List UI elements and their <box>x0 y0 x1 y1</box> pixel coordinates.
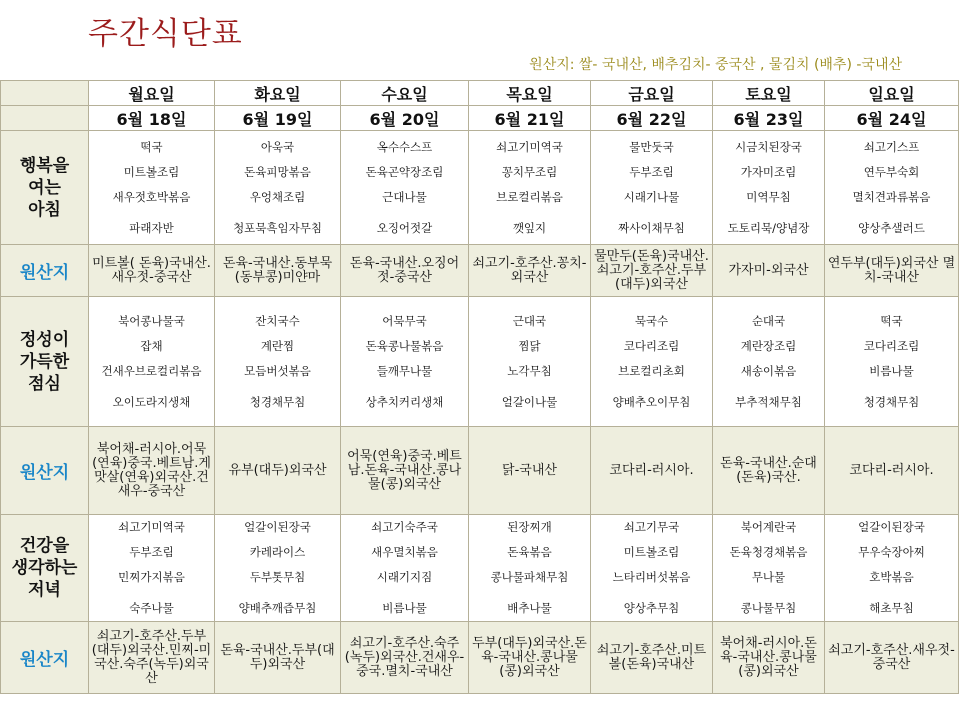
menu-cell <box>341 297 469 427</box>
origin-cell: 연두부(대두)외국산 멸치-국내산 <box>825 245 959 297</box>
origin-row <box>1 427 959 515</box>
menu-cell <box>215 297 341 427</box>
origin-cell: 어묵(연육)중국.베트남.돈육-국내산.콩나물(콩)외국산 <box>341 427 469 515</box>
dish-item: 청포묵흑임자무침 <box>233 220 322 235</box>
dish-item: 배추나물 <box>507 601 552 615</box>
dish-item: 잡채 <box>140 338 163 353</box>
dish-item: 잔치국수 <box>255 313 300 328</box>
day-header: 목요일 <box>469 81 591 106</box>
dish-item: 얼갈이나물 <box>501 394 558 409</box>
menu-cell <box>469 515 591 622</box>
origin-cell: 북어채-러시아.어묵(연육)중국.베트남.게맛살(연육)외국산.건새우-중국산 <box>89 427 215 515</box>
meal-label-line: 가득한 <box>19 351 70 372</box>
meal-label <box>1 515 89 622</box>
dish-item: 청경채무침 <box>249 394 306 409</box>
dish-item: 콩나물무침 <box>740 601 797 615</box>
origin-row <box>1 245 959 297</box>
dish-item: 돈육청경채볶음 <box>729 545 808 559</box>
dish-item: 들깨무나물 <box>376 363 433 378</box>
dish-item: 청경채무침 <box>863 394 920 409</box>
dish-item: 미역무침 <box>746 189 791 204</box>
dish-item: 시금치된장국 <box>735 139 802 154</box>
dish-item: 돈육피망볶음 <box>244 164 311 179</box>
dish-item: 계란찜 <box>260 338 295 353</box>
day-header: 화요일 <box>215 81 341 106</box>
dish-item: 브로컬리볶음 <box>496 189 563 204</box>
day-header: 수요일 <box>341 81 469 106</box>
menu-cell <box>825 131 959 245</box>
menu-cell <box>341 131 469 245</box>
meal-label-line: 여는 <box>28 177 61 198</box>
dish-item: 브로컬리초회 <box>618 363 685 378</box>
dish-item: 미트볼조림 <box>123 164 180 179</box>
day-header: 토요일 <box>713 81 825 106</box>
menu-cell <box>713 131 825 245</box>
dish-item: 새우젓호박볶음 <box>112 189 191 204</box>
origin-label: 원산지 <box>1 427 89 515</box>
meal-label-line: 생각하는 <box>11 558 78 578</box>
origin-cell: 돈육-국내산.오징어젓-중국산 <box>341 245 469 297</box>
dish-item: 양배추깨즙무침 <box>238 601 317 615</box>
menu-cell <box>215 515 341 622</box>
menu-cell <box>825 297 959 427</box>
dish-item: 북어콩나물국 <box>118 313 185 328</box>
origin-row <box>1 622 959 694</box>
dish-item: 얼갈이된장국 <box>244 520 311 534</box>
dish-item: 근대국 <box>512 313 547 328</box>
origin-cell: 돈육-국내산.순대(돈육)국산. <box>713 427 825 515</box>
meal-label-line: 저녁 <box>28 580 61 600</box>
date-header: 6월 24일 <box>825 106 959 131</box>
origin-cell: 가자미-외국산 <box>713 245 825 297</box>
dish-item: 아욱국 <box>260 139 295 154</box>
dish-item: 모듬버섯볶음 <box>244 363 311 378</box>
dish-item: 북어계란국 <box>740 520 797 534</box>
dish-item: 양상추샐러드 <box>858 220 925 235</box>
dish-item: 짜사이채무침 <box>618 220 685 235</box>
dish-item: 시래기나물 <box>623 189 680 204</box>
dish-item: 비름나물 <box>869 363 914 378</box>
menu-cell <box>215 131 341 245</box>
date-header-row <box>1 106 959 131</box>
menu-cell <box>469 297 591 427</box>
dish-item: 근대나물 <box>382 189 427 204</box>
origin-label: 원산지 <box>1 245 89 297</box>
dish-item: 느타리버섯볶음 <box>612 570 691 584</box>
page-title: 주간식단표 <box>88 16 243 52</box>
dish-item: 찜닭 <box>518 338 541 353</box>
dish-item: 민찌가지볶음 <box>118 570 185 584</box>
dish-item: 연두부숙회 <box>863 164 920 179</box>
origin-cell: 코다리-러시아. <box>591 427 713 515</box>
dish-item: 시래기지짐 <box>376 570 433 584</box>
dish-item: 깻잎지 <box>512 220 547 235</box>
meal-label-line: 아침 <box>28 199 61 220</box>
dish-item: 꽁치무조림 <box>501 164 558 179</box>
dish-item: 양상추무침 <box>623 601 680 615</box>
dish-item: 멸치견과류볶음 <box>852 189 931 204</box>
dish-item: 물만둣국 <box>629 139 674 154</box>
dish-item: 코다리조림 <box>863 338 920 353</box>
dish-item: 쇠고기숙주국 <box>371 520 438 534</box>
dish-item: 우엉채조림 <box>249 189 306 204</box>
dish-item: 떡국 <box>880 313 903 328</box>
dish-item: 콩나물파채무침 <box>490 570 569 584</box>
menu-cell <box>591 297 713 427</box>
origin-cell: 코다리-러시아. <box>825 427 959 515</box>
meal-label-line: 점심 <box>28 373 61 394</box>
dish-item: 호박볶음 <box>869 570 914 584</box>
origin-label: 원산지 <box>1 622 89 694</box>
origin-cell: 쇠고기-호주산.숙주(녹두)외국산.건새우-중국.멸치-국내산 <box>341 622 469 694</box>
dish-item: 떡국 <box>140 139 163 154</box>
weekly-menu-table <box>0 80 959 694</box>
dish-item: 묵국수 <box>634 313 669 328</box>
meal-row <box>1 131 959 245</box>
dish-item: 쇠고기미역국 <box>496 139 563 154</box>
menu-cell <box>713 515 825 622</box>
dish-item: 해초무침 <box>869 601 914 615</box>
dish-item: 옥수수스프 <box>376 139 433 154</box>
date-header: 6월 20일 <box>341 106 469 131</box>
dish-item: 두부톳무침 <box>249 570 306 584</box>
origin-cell: 쇠고기-호주산.새우젓-중국산 <box>825 622 959 694</box>
dish-item: 무우숙장아찌 <box>858 545 925 559</box>
day-header: 월요일 <box>89 81 215 106</box>
origin-cell: 두부(대두)외국산.돈육-국내산.콩나물(콩)외국산 <box>469 622 591 694</box>
dish-item: 건새우브로컬리볶음 <box>101 363 202 378</box>
dish-item: 카레라이스 <box>249 545 306 559</box>
origin-cell: 유부(대두)외국산 <box>215 427 341 515</box>
menu-cell <box>591 515 713 622</box>
header-corner <box>1 81 89 106</box>
menu-cell <box>591 131 713 245</box>
meal-label-line: 정성이 <box>19 329 70 350</box>
meal-label <box>1 131 89 245</box>
menu-cell <box>89 131 215 245</box>
dish-item: 쇠고기스프 <box>863 139 920 154</box>
dish-item: 양배추오이무침 <box>612 394 691 409</box>
dish-item: 순대국 <box>751 313 786 328</box>
dish-item: 상추치커리생채 <box>365 394 444 409</box>
dish-item: 쇠고기무국 <box>623 520 680 534</box>
menu-cell <box>341 515 469 622</box>
day-header: 금요일 <box>591 81 713 106</box>
origin-cell: 쇠고기-호주산.꽁치-외국산 <box>469 245 591 297</box>
menu-cell <box>825 515 959 622</box>
dish-item: 두부조림 <box>629 164 674 179</box>
dish-item: 계란장조림 <box>740 338 797 353</box>
dish-item: 코다리조림 <box>623 338 680 353</box>
origin-cell: 미트볼( 돈육)국내산. 새우젓-중국산 <box>89 245 215 297</box>
dish-item: 미트볼조림 <box>623 545 680 559</box>
meal-label-line: 건강을 <box>19 536 70 556</box>
origin-cell: 물만두(돈육)국내산.쇠고기-호주산.두부(대두)외국산 <box>591 245 713 297</box>
dish-item: 두부조림 <box>129 545 174 559</box>
date-header: 6월 19일 <box>215 106 341 131</box>
date-header: 6월 23일 <box>713 106 825 131</box>
date-header: 6월 21일 <box>469 106 591 131</box>
origin-cell: 닭-국내산 <box>469 427 591 515</box>
day-header: 일요일 <box>825 81 959 106</box>
dish-item: 부추적채무침 <box>735 394 802 409</box>
meal-label-line: 행복을 <box>19 155 70 176</box>
menu-cell <box>469 131 591 245</box>
dish-item: 된장찌개 <box>507 520 552 534</box>
dish-item: 새송이볶음 <box>740 363 797 378</box>
dish-item: 쇠고기미역국 <box>118 520 185 534</box>
dish-item: 무나물 <box>751 570 786 584</box>
dish-item: 도토리묵/양념장 <box>727 220 810 235</box>
origin-cell: 돈육-국내산.동부묵(동부콩)미얀마 <box>215 245 341 297</box>
dish-item: 노각무침 <box>507 363 552 378</box>
origin-cell: 북어채-러시아.돈육-국내산.콩나물(콩)외국산 <box>713 622 825 694</box>
dish-item: 가자미조림 <box>740 164 797 179</box>
dish-item: 어묵무국 <box>382 313 427 328</box>
date-header: 6월 18일 <box>89 106 215 131</box>
origin-cell: 돈육-국내산.두부(대두)외국산 <box>215 622 341 694</box>
dish-item: 오이도라지생채 <box>112 394 191 409</box>
date-header: 6월 22일 <box>591 106 713 131</box>
meal-row <box>1 515 959 622</box>
day-header-row <box>1 81 959 106</box>
menu-cell <box>89 515 215 622</box>
meal-label <box>1 297 89 427</box>
dish-item: 숙주나물 <box>129 601 174 615</box>
meal-row <box>1 297 959 427</box>
menu-cell <box>89 297 215 427</box>
origin-cell: 쇠고기-호주산.두부(대두)외국산.민찌-미국산.숙주(녹두)외국산 <box>89 622 215 694</box>
dish-item: 오징어젓갈 <box>376 220 433 235</box>
origin-note: 원산지: 쌀- 국내산, 배추김치- 중국산 , 물김치 (배추) -국내산 <box>529 57 902 73</box>
origin-cell: 쇠고기-호주산.미트볼(돈육)국내산 <box>591 622 713 694</box>
dish-item: 새우멸치볶음 <box>371 545 438 559</box>
header-corner <box>1 106 89 131</box>
menu-cell <box>713 297 825 427</box>
dish-item: 돈육콩나물볶음 <box>365 338 444 353</box>
dish-item: 파래자반 <box>129 220 174 235</box>
dish-item: 비름나물 <box>382 601 427 615</box>
dish-item: 돈육볶음 <box>507 545 552 559</box>
dish-item: 돈육곤약장조림 <box>365 164 444 179</box>
dish-item: 얼갈이된장국 <box>858 520 925 534</box>
